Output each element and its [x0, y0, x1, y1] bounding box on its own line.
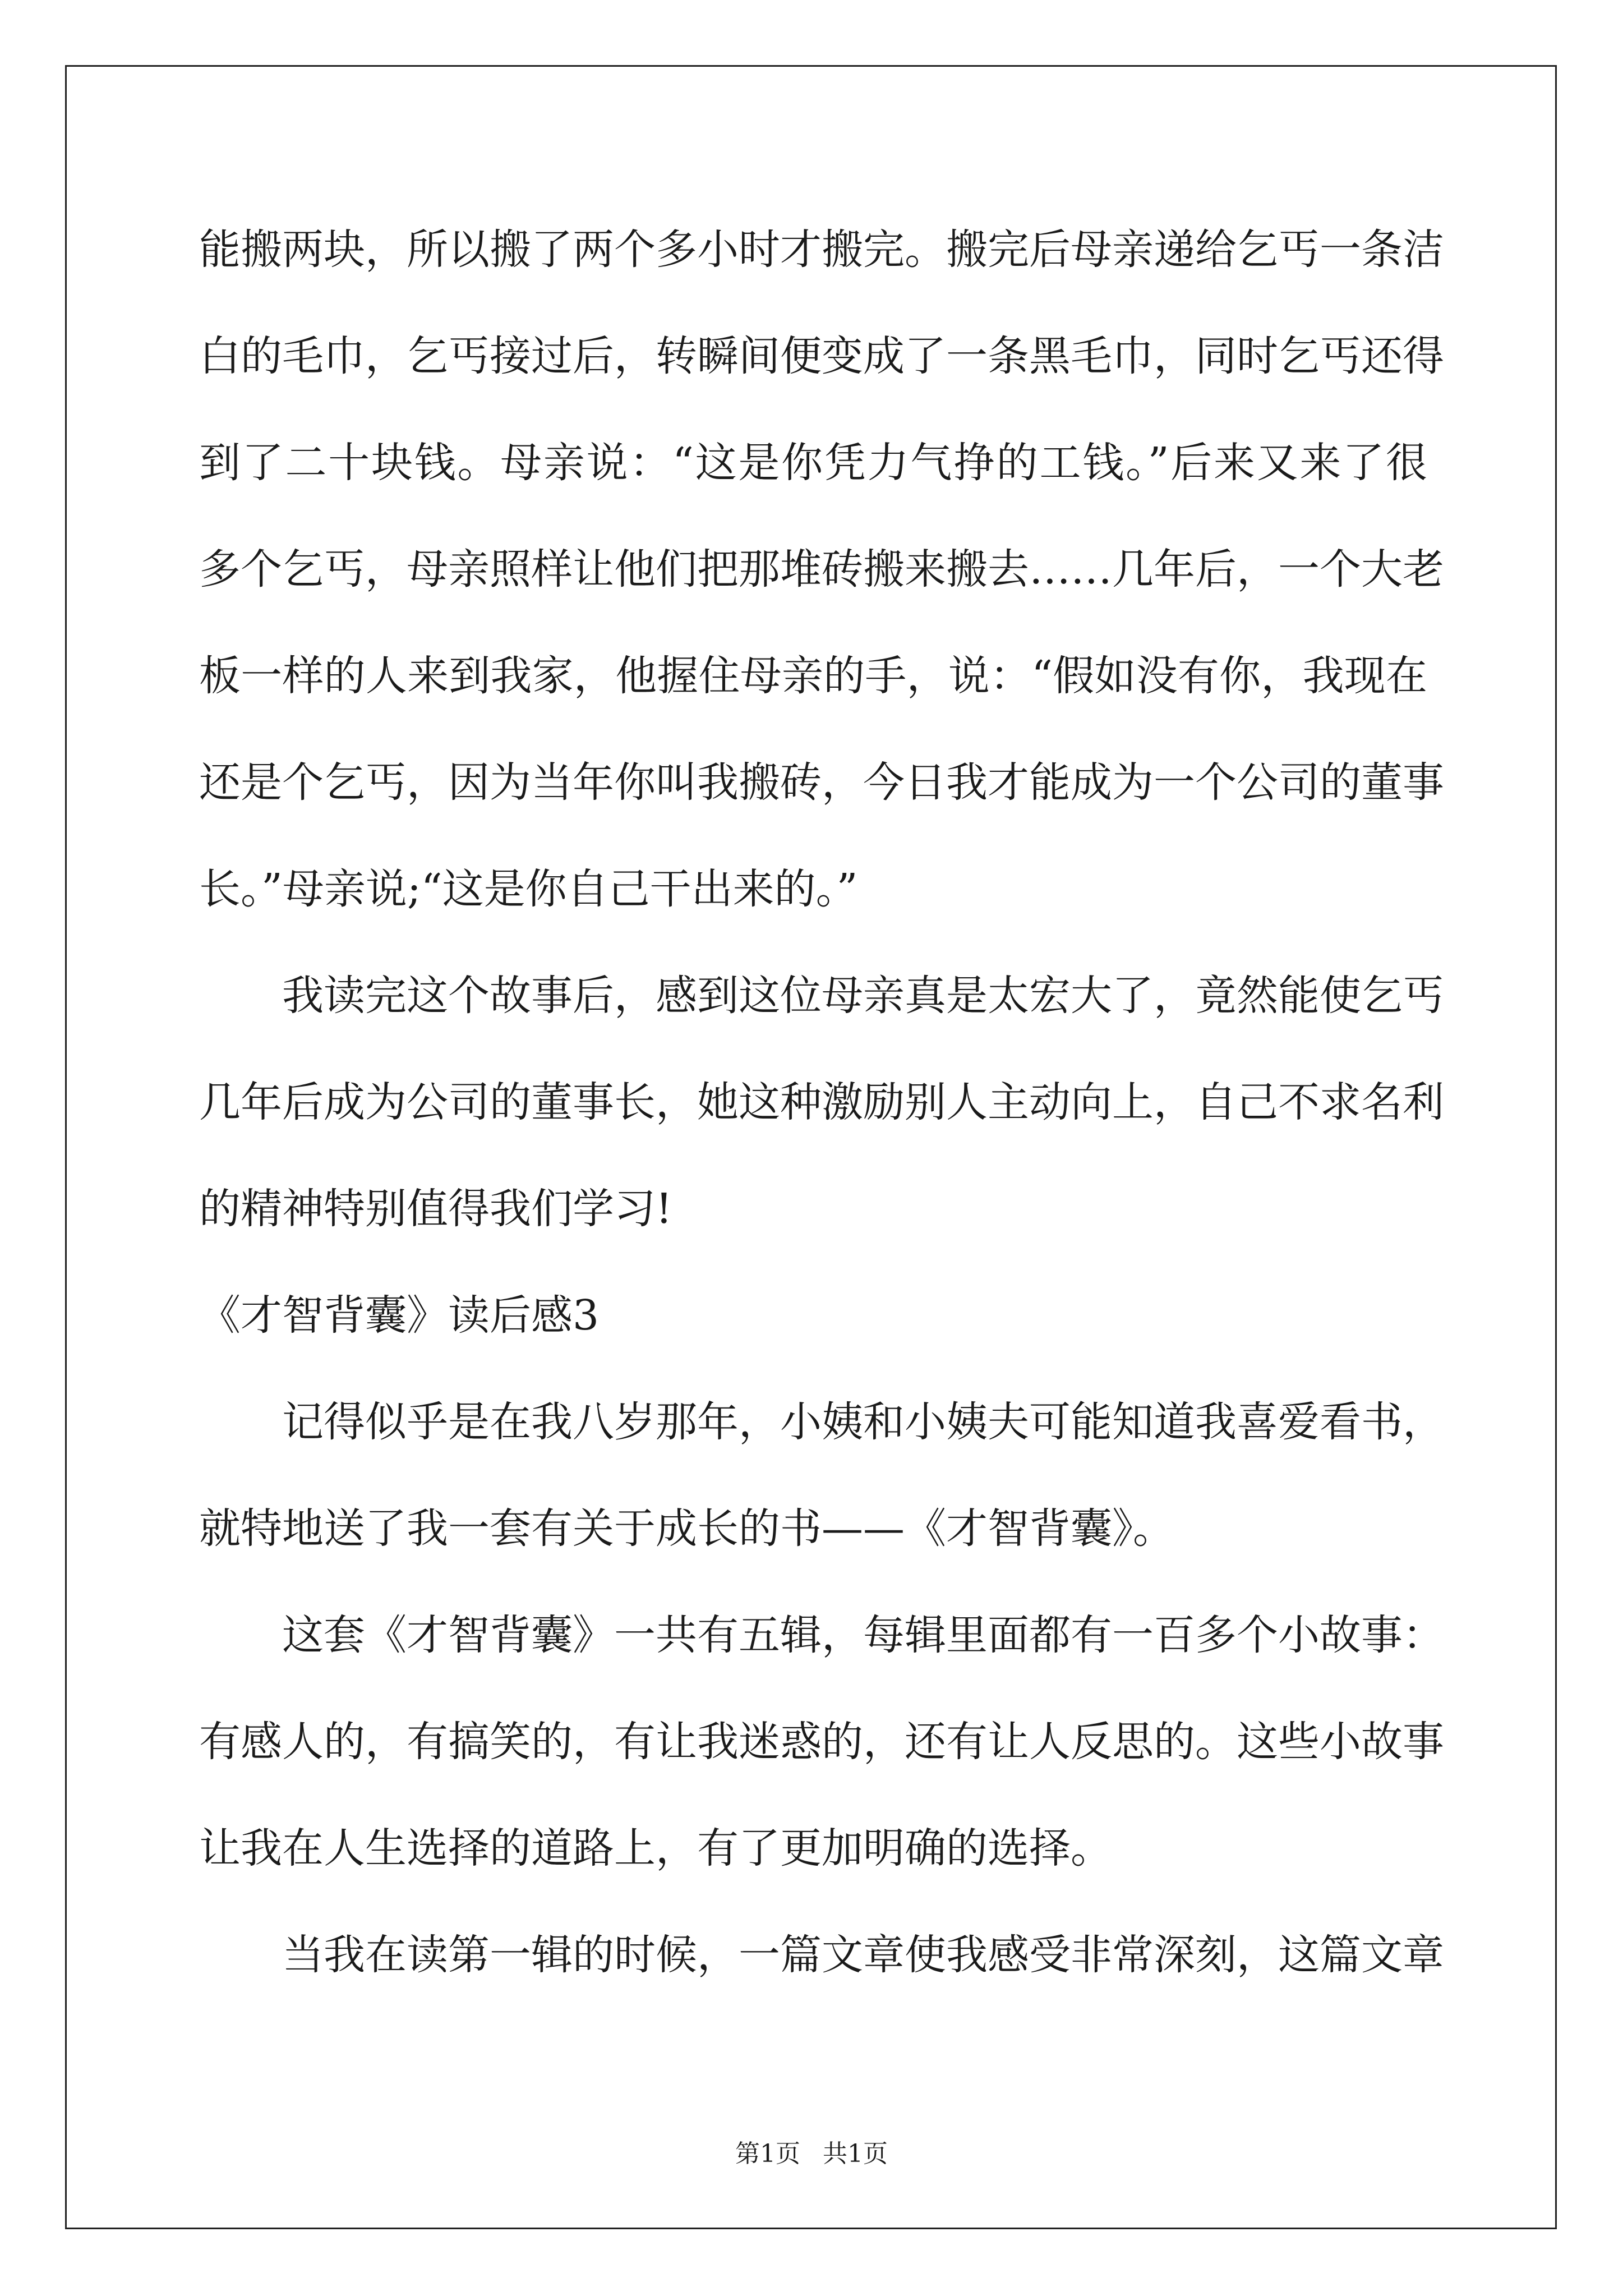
- paragraph-line: 几年后成为公司的董事长，她这种激励别人主动向上，自己不求名利: [199, 1078, 1444, 1126]
- paragraph-line: 到了二十块钱。母亲说：“这是你凭力气挣的工钱。”后来又来了很: [199, 439, 1427, 487]
- total-pages: 共1页: [823, 2139, 888, 2168]
- paragraph-line: 这套《才智背囊》一共有五辑，每辑里面都有一百多个小故事：: [282, 1611, 1444, 1659]
- paragraph-line: 就特地送了我一套有关于成长的书——《才智背囊》。: [199, 1504, 1174, 1553]
- paragraph-line: 长。”母亲说;“这是你自己干出来的。”: [199, 865, 858, 913]
- paragraph-line: 当我在读第一辑的时候，一篇文章使我感受非常深刻，这篇文章: [282, 1931, 1444, 1979]
- section-heading: 《才智背囊》读后感3: [199, 1291, 600, 1340]
- paragraph-line: 还是个乞丐，因为当年你叫我搬砖，今日我才能成为一个公司的董事: [199, 758, 1444, 807]
- paragraph-line: 记得似乎是在我八岁那年，小姨和小姨夫可能知道我喜爱看书，: [282, 1398, 1444, 1446]
- paragraph-line: 多个乞丐，母亲照样让他们把那堆砖搬来搬去……几年后，一个大老: [199, 545, 1444, 593]
- paragraph-line: 白的毛巾，乞丐接过后，转瞬间便变成了一条黑毛巾，同时乞丐还得: [199, 332, 1444, 380]
- paragraph-line: 我读完这个故事后，感到这位母亲真是太宏大了，竟然能使乞丐: [282, 972, 1444, 1020]
- paragraph-line: 有感人的，有搞笑的，有让我迷惑的，还有让人反思的。这些小故事: [199, 1718, 1444, 1766]
- page-footer: [0, 2137, 1623, 2171]
- paragraph-line: 板一样的人来到我家，他握住母亲的手，说：“假如没有你，我现在: [199, 652, 1427, 700]
- page-number: 第1页: [735, 2139, 800, 2168]
- paragraph-line: 能搬两块，所以搬了两个多小时才搬完。搬完后母亲递给乞丐一条洁: [199, 226, 1444, 274]
- paragraph-line: 让我在人生选择的道路上，有了更加明确的选择。: [199, 1824, 1112, 1872]
- document-body: [199, 216, 1444, 2028]
- paragraph-line: 的精神特别值得我们学习!: [199, 1185, 672, 1233]
